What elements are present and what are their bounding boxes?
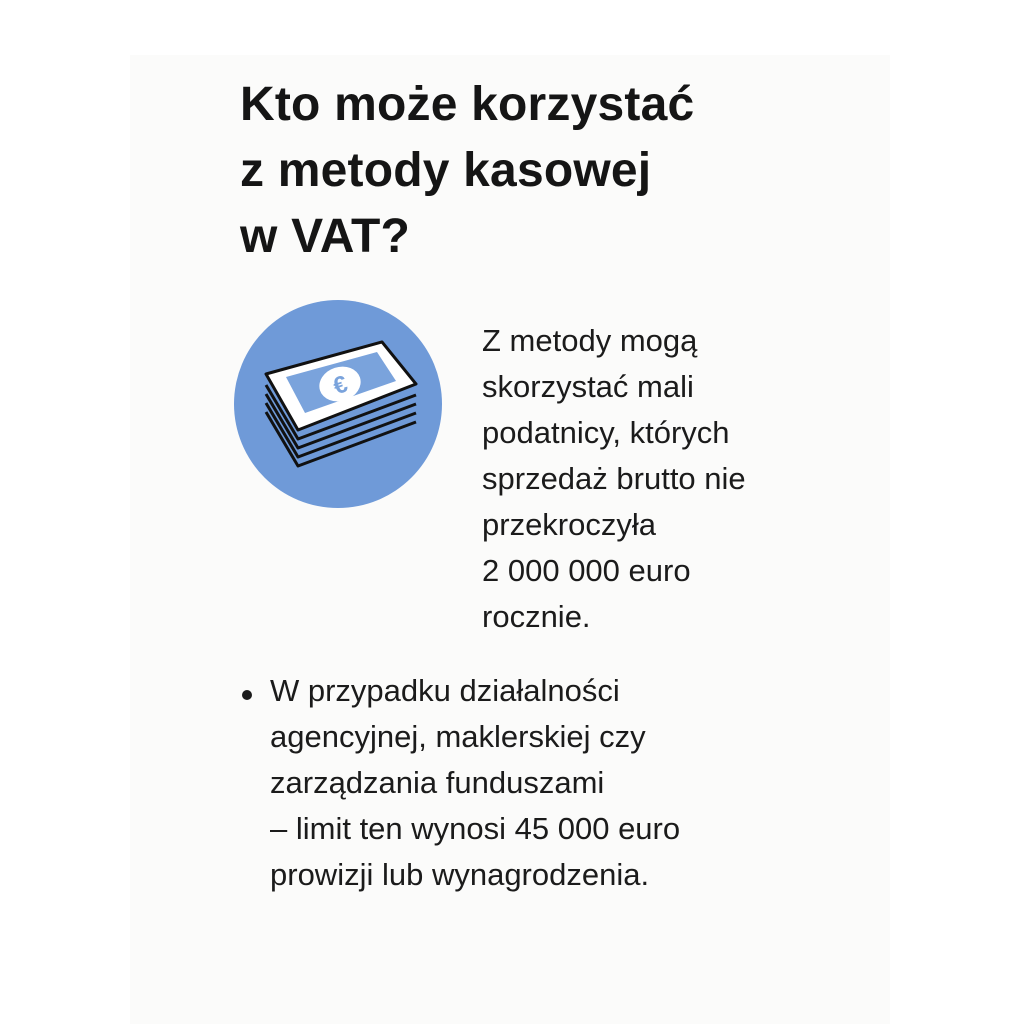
intro-line: przekroczyła <box>482 507 656 542</box>
title-line: Kto może korzystać <box>240 78 695 131</box>
intro-paragraph <box>482 318 882 640</box>
bullet-line: zarządzania funduszami <box>270 765 605 800</box>
title-line: z metody kasowej <box>240 144 652 197</box>
intro-line: podatnicy, których <box>482 415 730 450</box>
bullet-line: – limit ten wynosi 45 000 euro <box>270 811 681 846</box>
euro-symbol: € <box>329 370 351 401</box>
intro-line: Z metody mogą <box>482 323 698 358</box>
intro-line: rocznie. <box>482 599 591 634</box>
money-stack-illustration <box>234 300 442 508</box>
bullet-icon <box>242 690 252 700</box>
page-title <box>240 72 880 270</box>
intro-line: 2 000 000 euro <box>482 553 691 588</box>
title-line: w VAT? <box>240 210 411 263</box>
bullet-line: W przypadku działalności <box>270 673 620 708</box>
intro-line: skorzystać mali <box>482 369 694 404</box>
intro-line: sprzedaż brutto nie <box>482 461 746 496</box>
list-item-text <box>270 668 870 898</box>
bullet-line: prowizji lub wynagrodzenia. <box>270 857 650 892</box>
money-stack-icon <box>234 300 442 508</box>
bullet-line: agencyjnej, maklerskiej czy <box>270 719 646 754</box>
